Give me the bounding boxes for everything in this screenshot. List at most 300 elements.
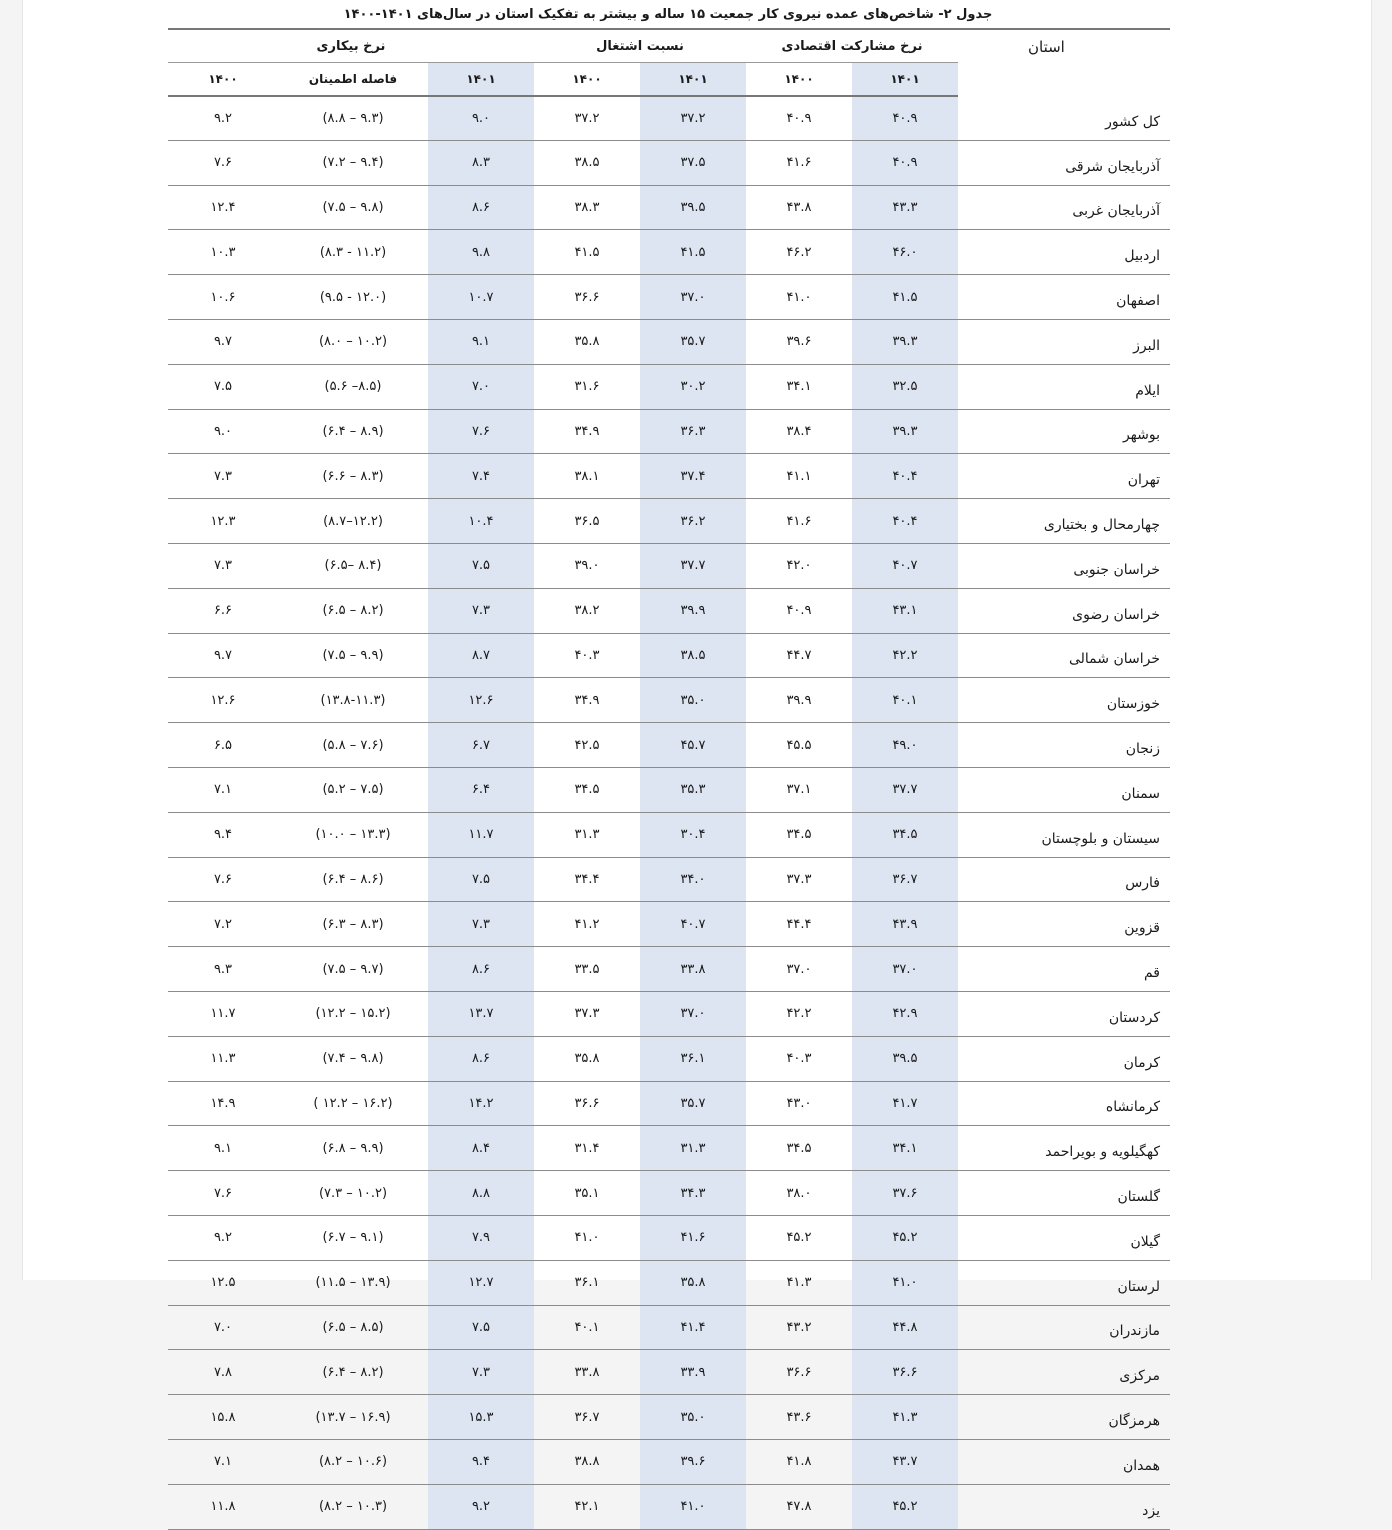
province-cell: سیستان و بلوچستان — [958, 812, 1170, 857]
province-cell: لرستان — [958, 1260, 1170, 1305]
employment-1401-cell: ۳۸.۵ — [640, 633, 746, 678]
participation-1400-header: ۱۴۰۰ — [746, 63, 852, 97]
confidence-interval-cell: (۶.۵– ۸.۴) — [278, 543, 428, 588]
employment-1400-cell: ۳۱.۴ — [534, 1126, 640, 1171]
table-row — [168, 1260, 1170, 1305]
unemployment-1401-cell: ۱۴.۲ — [428, 1081, 534, 1126]
participation-1400-cell: ۳۸.۰ — [746, 1171, 852, 1216]
employment-1401-cell: ۴۰.۷ — [640, 902, 746, 947]
participation-1401-cell: ۴۳.۹ — [852, 902, 958, 947]
confidence-interval-cell: (۶.۳ – ۸.۳) — [278, 902, 428, 947]
table-row — [168, 723, 1170, 768]
province-cell: قزوین — [958, 902, 1170, 947]
participation-1400-cell: ۳۴.۱ — [746, 364, 852, 409]
unemployment-1401-cell: ۹.۸ — [428, 230, 534, 275]
confidence-interval-cell: (۸.۳ - ۱۱.۲) — [278, 230, 428, 275]
participation-1401-cell: ۴۰.۴ — [852, 499, 958, 544]
employment-1400-cell: ۳۳.۵ — [534, 947, 640, 992]
participation-1401-cell: ۳۴.۵ — [852, 812, 958, 857]
employment-1401-cell: ۳۷.۰ — [640, 991, 746, 1036]
participation-1400-cell: ۳۷.۰ — [746, 947, 852, 992]
participation-1401-cell: ۳۴.۱ — [852, 1126, 958, 1171]
province-cell: بوشهر — [958, 409, 1170, 454]
unemployment-1400-cell: ۶.۶ — [168, 588, 278, 633]
employment-1401-cell: ۳۷.۲ — [640, 96, 746, 140]
confidence-interval-cell: (۷.۴ – ۹.۸) — [278, 1036, 428, 1081]
unemployment-1401-cell: ۱۰.۷ — [428, 275, 534, 320]
unemployment-1401-cell: ۸.۴ — [428, 1126, 534, 1171]
confidence-interval-cell: (۱۳.۷ – ۱۶.۹) — [278, 1395, 428, 1440]
employment-1400-cell: ۳۱.۳ — [534, 812, 640, 857]
unemployment-1401-cell: ۹.۴ — [428, 1439, 534, 1484]
participation-1400-cell: ۴۳.۰ — [746, 1081, 852, 1126]
confidence-interval-cell: (۶.۶ – ۸.۳) — [278, 454, 428, 499]
table-row — [168, 140, 1170, 185]
employment-1401-cell: ۳۵.۰ — [640, 678, 746, 723]
employment-1401-cell: ۴۵.۷ — [640, 723, 746, 768]
participation-1400-cell: ۴۳.۲ — [746, 1305, 852, 1350]
participation-1400-cell: ۳۹.۹ — [746, 678, 852, 723]
participation-1401-cell: ۴۰.۴ — [852, 454, 958, 499]
unemployment-1401-header: ۱۴۰۱ — [428, 63, 534, 97]
unemployment-1400-cell: ۷.۲ — [168, 902, 278, 947]
confidence-interval-cell: (۶.۸ – ۹.۹) — [278, 1126, 428, 1171]
employment-1400-cell: ۳۶.۱ — [534, 1260, 640, 1305]
table-row — [168, 364, 1170, 409]
confidence-interval-cell: (۵.۲ – ۷.۵) — [278, 767, 428, 812]
employment-1400-cell: ۳۴.۹ — [534, 409, 640, 454]
table-row — [168, 96, 1170, 140]
unemployment-1401-cell: ۷.۳ — [428, 902, 534, 947]
employment-1400-cell: ۳۷.۳ — [534, 991, 640, 1036]
unemployment-1401-cell: ۱۰.۴ — [428, 499, 534, 544]
province-cell: کل کشور — [958, 96, 1170, 140]
table-row — [168, 812, 1170, 857]
confidence-interval-cell: (۵.۸ – ۷.۶) — [278, 723, 428, 768]
employment-1400-cell: ۳۱.۶ — [534, 364, 640, 409]
participation-1400-cell: ۴۷.۸ — [746, 1484, 852, 1529]
employment-ratio-header: نسبت اشتغال — [534, 29, 746, 63]
province-cell: هرمزگان — [958, 1395, 1170, 1440]
province-cell: آذربایجان غربی — [958, 185, 1170, 230]
table-row — [168, 454, 1170, 499]
unemployment-1401-cell: ۷.۳ — [428, 588, 534, 633]
participation-1401-cell: ۴۲.۲ — [852, 633, 958, 678]
province-cell: گلستان — [958, 1171, 1170, 1216]
employment-1400-cell: ۳۶.۶ — [534, 1081, 640, 1126]
province-cell: کرمانشاه — [958, 1081, 1170, 1126]
employment-1400-cell: ۳۵.۸ — [534, 319, 640, 364]
participation-1401-cell: ۴۳.۳ — [852, 185, 958, 230]
participation-1401-cell: ۴۴.۸ — [852, 1305, 958, 1350]
confidence-interval-cell: (۶.۵ – ۸.۵) — [278, 1305, 428, 1350]
employment-1401-cell: ۴۱.۴ — [640, 1305, 746, 1350]
employment-1401-cell: ۳۴.۳ — [640, 1171, 746, 1216]
participation-1401-cell: ۳۶.۶ — [852, 1350, 958, 1395]
table-row — [168, 947, 1170, 992]
province-cell: یزد — [958, 1484, 1170, 1529]
table-row — [168, 767, 1170, 812]
participation-1401-cell: ۳۹.۳ — [852, 409, 958, 454]
confidence-interval-cell: (۸.۷–۱۲.۲) — [278, 499, 428, 544]
unemployment-1401-cell: ۸.۷ — [428, 633, 534, 678]
province-cell: اصفهان — [958, 275, 1170, 320]
participation-1400-cell: ۴۱.۰ — [746, 275, 852, 320]
confidence-interval-cell: (۹.۵ - ۱۲.۰) — [278, 275, 428, 320]
unemployment-1400-cell: ۱۱.۳ — [168, 1036, 278, 1081]
province-cell: کردستان — [958, 991, 1170, 1036]
unemployment-1401-cell: ۱۳.۷ — [428, 991, 534, 1036]
employment-1401-cell: ۳۳.۸ — [640, 947, 746, 992]
unemployment-1400-cell: ۹.۱ — [168, 1126, 278, 1171]
province-cell: آذربایجان شرقی — [958, 140, 1170, 185]
province-cell: خراسان شمالی — [958, 633, 1170, 678]
confidence-interval-cell: (۱۰.۰ – ۱۳.۳) — [278, 812, 428, 857]
unemployment-1400-cell: ۹.۳ — [168, 947, 278, 992]
participation-1401-header: ۱۴۰۱ — [852, 63, 958, 97]
unemployment-1401-cell: ۱۲.۶ — [428, 678, 534, 723]
table-row — [168, 1484, 1170, 1529]
province-cell: فارس — [958, 857, 1170, 902]
employment-1401-cell: ۳۵.۳ — [640, 767, 746, 812]
header-row-groups — [168, 29, 1170, 63]
unemployment-1401-cell: ۹.۱ — [428, 319, 534, 364]
employment-1400-cell: ۳۹.۰ — [534, 543, 640, 588]
participation-1400-cell: ۴۳.۸ — [746, 185, 852, 230]
table-row — [168, 1081, 1170, 1126]
employment-1400-cell: ۳۸.۵ — [534, 140, 640, 185]
unemployment-1400-cell: ۷.۱ — [168, 1439, 278, 1484]
participation-1401-cell: ۴۶.۰ — [852, 230, 958, 275]
confidence-interval-cell: (۱۱.۵ – ۱۳.۹) — [278, 1260, 428, 1305]
participation-1400-cell: ۴۴.۴ — [746, 902, 852, 947]
employment-1400-cell: ۴۲.۱ — [534, 1484, 640, 1529]
participation-1401-cell: ۴۰.۹ — [852, 96, 958, 140]
table-row — [168, 1395, 1170, 1440]
employment-1400-cell: ۳۶.۵ — [534, 499, 640, 544]
confidence-interval-cell: (۷.۵ – ۹.۹) — [278, 633, 428, 678]
participation-1400-cell: ۳۹.۶ — [746, 319, 852, 364]
participation-1400-cell: ۴۳.۶ — [746, 1395, 852, 1440]
employment-1400-cell: ۴۰.۳ — [534, 633, 640, 678]
province-cell: گیلان — [958, 1215, 1170, 1260]
employment-1400-cell: ۳۴.۹ — [534, 678, 640, 723]
unemployment-1400-cell: ۱۲.۳ — [168, 499, 278, 544]
labor-force-table — [168, 28, 1170, 1530]
province-cell: کهگیلویه و بویراحمد — [958, 1126, 1170, 1171]
confidence-interval-cell: (۸.۸ – ۹.۳) — [278, 96, 428, 140]
province-cell: کرمان — [958, 1036, 1170, 1081]
participation-1401-cell: ۴۵.۲ — [852, 1484, 958, 1529]
unemployment-1401-cell: ۸.۳ — [428, 140, 534, 185]
participation-1400-cell: ۳۴.۵ — [746, 812, 852, 857]
table-row — [168, 275, 1170, 320]
unemployment-1400-cell: ۱۱.۸ — [168, 1484, 278, 1529]
unemployment-1400-cell: ۱۲.۶ — [168, 678, 278, 723]
employment-1400-cell: ۳۸.۱ — [534, 454, 640, 499]
province-cell: قم — [958, 947, 1170, 992]
employment-1401-cell: ۳۷.۵ — [640, 140, 746, 185]
table-row — [168, 319, 1170, 364]
unemployment-1400-cell: ۱۲.۴ — [168, 185, 278, 230]
table-row — [168, 902, 1170, 947]
participation-1400-cell: ۳۶.۶ — [746, 1350, 852, 1395]
unemployment-1401-cell: ۹.۰ — [428, 96, 534, 140]
table-row — [168, 1036, 1170, 1081]
province-cell: خراسان رضوی — [958, 588, 1170, 633]
employment-1401-cell: ۳۶.۲ — [640, 499, 746, 544]
unemployment-1401-cell: ۶.۷ — [428, 723, 534, 768]
employment-1401-cell: ۳۰.۲ — [640, 364, 746, 409]
table-row — [168, 185, 1170, 230]
unemployment-1401-cell: ۷.۵ — [428, 1305, 534, 1350]
participation-1401-cell: ۴۰.۹ — [852, 140, 958, 185]
unemployment-1400-cell: ۷.۵ — [168, 364, 278, 409]
confidence-interval-cell: (۷.۳ – ۱۰.۲) — [278, 1171, 428, 1216]
unemployment-1401-cell: ۶.۴ — [428, 767, 534, 812]
unemployment-1401-cell: ۷.۰ — [428, 364, 534, 409]
participation-1401-cell: ۴۰.۱ — [852, 678, 958, 723]
table-title: جدول ۲- شاخص‌های عمده نیروی کار جمعیت ۱۵ ساله و بیشتر به تفکیک استان در سال‌های ۱۴۰۱-۱۴۰۰ — [343, 7, 993, 22]
province-cell: خوزستان — [958, 678, 1170, 723]
employment-1401-cell: ۳۶.۱ — [640, 1036, 746, 1081]
unemployment-1401-cell: ۹.۲ — [428, 1484, 534, 1529]
participation-1401-cell: ۴۱.۷ — [852, 1081, 958, 1126]
confidence-interval-cell: (۱۳.۸-۱۱.۳) — [278, 678, 428, 723]
table-row — [168, 409, 1170, 454]
confidence-interval-cell: (۸.۲ – ۱۰.۶) — [278, 1439, 428, 1484]
participation-1400-cell: ۴۱.۸ — [746, 1439, 852, 1484]
table-row — [168, 230, 1170, 275]
participation-1400-cell: ۳۸.۴ — [746, 409, 852, 454]
province-cell: اردبیل — [958, 230, 1170, 275]
unemployment-1400-cell: ۷.۶ — [168, 140, 278, 185]
province-cell: همدان — [958, 1439, 1170, 1484]
employment-1400-cell: ۳۷.۲ — [534, 96, 640, 140]
province-cell: ایلام — [958, 364, 1170, 409]
participation-1401-cell: ۴۱.۳ — [852, 1395, 958, 1440]
confidence-interval-cell: (۶.۴ – ۸.۶) — [278, 857, 428, 902]
unemployment-1401-cell: ۸.۶ — [428, 185, 534, 230]
table-row — [168, 1215, 1170, 1260]
unemployment-1400-header: ۱۴۰۰ — [168, 63, 278, 97]
employment-1401-cell: ۳۷.۴ — [640, 454, 746, 499]
employment-1400-cell: ۳۴.۴ — [534, 857, 640, 902]
unemployment-1400-cell: ۷.۰ — [168, 1305, 278, 1350]
employment-1401-cell: ۳۵.۸ — [640, 1260, 746, 1305]
employment-1401-cell: ۳۷.۰ — [640, 275, 746, 320]
confidence-interval-cell: (۶.۴ – ۸.۹) — [278, 409, 428, 454]
unemployment-1401-cell: ۸.۸ — [428, 1171, 534, 1216]
unemployment-1400-cell: ۷.۱ — [168, 767, 278, 812]
participation-1401-cell: ۴۹.۰ — [852, 723, 958, 768]
participation-1401-cell: ۳۷.۰ — [852, 947, 958, 992]
unemployment-1400-cell: ۹.۴ — [168, 812, 278, 857]
table-row — [168, 1126, 1170, 1171]
participation-1401-cell: ۴۳.۷ — [852, 1439, 958, 1484]
confidence-interval-cell: (۱۲.۲ – ۱۵.۲) — [278, 991, 428, 1036]
employment-1400-cell: ۳۵.۸ — [534, 1036, 640, 1081]
participation-1401-cell: ۳۹.۵ — [852, 1036, 958, 1081]
confidence-interval-cell: ( ۱۲.۲ – ۱۶.۲) — [278, 1081, 428, 1126]
unemployment-1400-cell: ۱۰.۶ — [168, 275, 278, 320]
unemployment-1401-cell: ۷.۵ — [428, 857, 534, 902]
unemployment-1401-cell: ۷.۹ — [428, 1215, 534, 1260]
employment-1401-cell: ۳۰.۴ — [640, 812, 746, 857]
unemployment-1400-cell: ۹.۷ — [168, 633, 278, 678]
unemployment-1400-cell: ۹.۰ — [168, 409, 278, 454]
unemployment-1401-cell: ۷.۶ — [428, 409, 534, 454]
participation-1401-cell: ۴۳.۱ — [852, 588, 958, 633]
employment-1401-cell: ۳۳.۹ — [640, 1350, 746, 1395]
province-cell: تهران — [958, 454, 1170, 499]
province-cell: خراسان جنوبی — [958, 543, 1170, 588]
unemployment-1400-cell: ۱۵.۸ — [168, 1395, 278, 1440]
unemployment-1401-cell: ۸.۶ — [428, 1036, 534, 1081]
confidence-interval-cell: (۸.۰ – ۱۰.۲) — [278, 319, 428, 364]
employment-1401-cell: ۴۱.۶ — [640, 1215, 746, 1260]
confidence-interval-cell: (۸.۲ – ۱۰.۳) — [278, 1484, 428, 1529]
employment-1400-header: ۱۴۰۰ — [534, 63, 640, 97]
participation-1400-cell: ۴۰.۹ — [746, 588, 852, 633]
province-cell: سمنان — [958, 767, 1170, 812]
participation-1400-cell: ۴۲.۰ — [746, 543, 852, 588]
employment-1401-header: ۱۴۰۱ — [640, 63, 746, 97]
participation-1401-cell: ۳۹.۳ — [852, 319, 958, 364]
participation-1401-cell: ۳۷.۷ — [852, 767, 958, 812]
table-row — [168, 543, 1170, 588]
participation-1400-cell: ۴۱.۶ — [746, 140, 852, 185]
participation-1400-cell: ۴۰.۳ — [746, 1036, 852, 1081]
participation-1400-cell: ۴۴.۷ — [746, 633, 852, 678]
table-row — [168, 1439, 1170, 1484]
table-row — [168, 633, 1170, 678]
employment-1401-cell: ۳۷.۷ — [640, 543, 746, 588]
table-row — [168, 1350, 1170, 1395]
unemployment-1401-cell: ۷.۳ — [428, 1350, 534, 1395]
employment-1401-cell: ۳۹.۹ — [640, 588, 746, 633]
unemployment-1400-cell: ۹.۲ — [168, 1215, 278, 1260]
confidence-interval-header: فاصله اطمینان — [278, 63, 428, 97]
confidence-interval-cell: (۷.۵ – ۹.۷) — [278, 947, 428, 992]
participation-1400-cell: ۴۲.۲ — [746, 991, 852, 1036]
employment-1400-cell: ۴۱.۵ — [534, 230, 640, 275]
unemployment-1401-cell: ۱۱.۷ — [428, 812, 534, 857]
unemployment-1400-cell: ۷.۳ — [168, 454, 278, 499]
employment-1400-cell: ۴۱.۲ — [534, 902, 640, 947]
unemployment-1400-cell: ۷.۳ — [168, 543, 278, 588]
participation-1401-cell: ۳۷.۶ — [852, 1171, 958, 1216]
employment-1401-cell: ۳۴.۰ — [640, 857, 746, 902]
unemployment-1401-cell: ۱۵.۳ — [428, 1395, 534, 1440]
province-cell: مرکزی — [958, 1350, 1170, 1395]
unemployment-1401-cell: ۸.۶ — [428, 947, 534, 992]
unemployment-1400-cell: ۷.۶ — [168, 1171, 278, 1216]
participation-1400-cell: ۴۱.۱ — [746, 454, 852, 499]
employment-1401-cell: ۳۹.۵ — [640, 185, 746, 230]
participation-1400-cell: ۴۵.۵ — [746, 723, 852, 768]
table-row — [168, 588, 1170, 633]
employment-1400-cell: ۳۴.۵ — [534, 767, 640, 812]
participation-1400-cell: ۴۱.۶ — [746, 499, 852, 544]
employment-1400-cell: ۴۱.۰ — [534, 1215, 640, 1260]
employment-1401-cell: ۳۱.۳ — [640, 1126, 746, 1171]
participation-1401-cell: ۴۱.۰ — [852, 1260, 958, 1305]
unemployment-1400-cell: ۹.۲ — [168, 96, 278, 140]
participation-1401-cell: ۴۵.۲ — [852, 1215, 958, 1260]
unemployment-1400-cell: ۱۲.۵ — [168, 1260, 278, 1305]
table-row — [168, 499, 1170, 544]
employment-1401-cell: ۳۵.۷ — [640, 1081, 746, 1126]
participation-1400-cell: ۳۷.۳ — [746, 857, 852, 902]
province-cell: چهارمحال و بختیاری — [958, 499, 1170, 544]
employment-1400-cell: ۳۸.۲ — [534, 588, 640, 633]
employment-1400-cell: ۴۲.۵ — [534, 723, 640, 768]
participation-1400-cell: ۴۱.۳ — [746, 1260, 852, 1305]
confidence-interval-cell: (۷.۲ – ۹.۴) — [278, 140, 428, 185]
participation-1400-cell: ۴۶.۲ — [746, 230, 852, 275]
confidence-interval-cell: (۷.۵ – ۹.۸) — [278, 185, 428, 230]
employment-1400-cell: ۳۳.۸ — [534, 1350, 640, 1395]
unemployment-1401-cell: ۷.۴ — [428, 454, 534, 499]
confidence-interval-cell: (۶.۷ – ۹.۱) — [278, 1215, 428, 1260]
participation-1401-cell: ۳۲.۵ — [852, 364, 958, 409]
confidence-interval-cell: (۵.۶ –۸.۵) — [278, 364, 428, 409]
participation-1400-cell: ۳۴.۵ — [746, 1126, 852, 1171]
employment-1401-cell: ۳۶.۳ — [640, 409, 746, 454]
table-body — [168, 96, 1170, 1529]
unemployment-1400-cell: ۷.۶ — [168, 857, 278, 902]
table-row — [168, 857, 1170, 902]
employment-1400-cell: ۳۶.۶ — [534, 275, 640, 320]
confidence-interval-cell: (۶.۴ – ۸.۲) — [278, 1350, 428, 1395]
province-cell: زنجان — [958, 723, 1170, 768]
participation-1401-cell: ۳۶.۷ — [852, 857, 958, 902]
unemployment-1401-cell: ۷.۵ — [428, 543, 534, 588]
participation-1401-cell: ۴۰.۷ — [852, 543, 958, 588]
unemployment-1400-cell: ۱۱.۷ — [168, 991, 278, 1036]
employment-1401-cell: ۴۱.۰ — [640, 1484, 746, 1529]
unemployment-1400-cell: ۷.۸ — [168, 1350, 278, 1395]
participation-1400-cell: ۴۰.۹ — [746, 96, 852, 140]
confidence-interval-cell: (۶.۵ – ۸.۲) — [278, 588, 428, 633]
table-row — [168, 678, 1170, 723]
employment-1400-cell: ۳۶.۷ — [534, 1395, 640, 1440]
unemployment-1400-cell: ۱۰.۳ — [168, 230, 278, 275]
province-header: استان — [958, 29, 1170, 96]
table-row — [168, 1171, 1170, 1216]
participation-1400-cell: ۴۵.۲ — [746, 1215, 852, 1260]
employment-1401-cell: ۳۵.۷ — [640, 319, 746, 364]
unemployment-1400-cell: ۶.۵ — [168, 723, 278, 768]
unemployment-1400-cell: ۱۴.۹ — [168, 1081, 278, 1126]
participation-1401-cell: ۴۱.۵ — [852, 275, 958, 320]
employment-1400-cell: ۳۸.۳ — [534, 185, 640, 230]
employment-1400-cell: ۳۸.۸ — [534, 1439, 640, 1484]
participation-1400-cell: ۳۷.۱ — [746, 767, 852, 812]
unemployment-1401-cell: ۱۲.۷ — [428, 1260, 534, 1305]
unemployment-rate-header: نرخ بیکاری — [168, 29, 534, 63]
table-row — [168, 991, 1170, 1036]
employment-1400-cell: ۴۰.۱ — [534, 1305, 640, 1350]
employment-1401-cell: ۳۵.۰ — [640, 1395, 746, 1440]
province-cell: البرز — [958, 319, 1170, 364]
employment-1401-cell: ۴۱.۵ — [640, 230, 746, 275]
employment-1400-cell: ۳۵.۱ — [534, 1171, 640, 1216]
participation-1401-cell: ۴۲.۹ — [852, 991, 958, 1036]
unemployment-1400-cell: ۹.۷ — [168, 319, 278, 364]
employment-1401-cell: ۳۹.۶ — [640, 1439, 746, 1484]
